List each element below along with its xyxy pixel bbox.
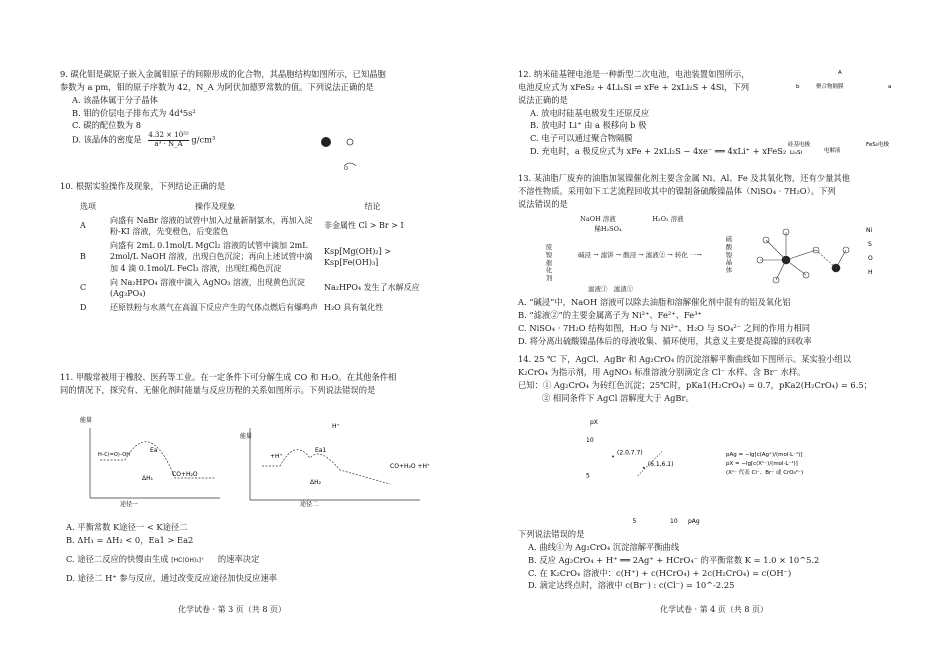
flow-steps: 碱浸 → 滤饼 → 酸浸 → 滤液② → 转化 ⋯→	[578, 251, 702, 259]
legend-entry: (Xⁿ⁻ 代表 Cl⁻、Br⁻ 或 CrO₄²⁻)	[726, 470, 804, 476]
cation-structure-icon: [HC(OH)₂]⁺	[171, 556, 205, 564]
q10-stem: 10. 根据实验操作及现象，下列结论正确的是	[60, 181, 226, 191]
ea1-label: Ea1	[315, 447, 327, 454]
q12-option-a: A. 放电时硅基电极发生还原反应	[530, 107, 650, 118]
svg-text:A: A	[838, 70, 842, 76]
table-row: D 还原铁粉与水蒸气在高温下反应产生的气体点燃后有爆鸣声 H₂O 具有氧化性	[80, 302, 384, 312]
q12-option-b: B. 放电时 Li⁺ 由 a 极移向 b 极	[530, 120, 647, 131]
svg-text:硅基电极: 硅基电极	[788, 142, 811, 148]
page-footer-right: 化学试卷 · 第 4 页（共 8 页）	[660, 605, 768, 614]
svg-text:能量: 能量	[240, 433, 253, 440]
flow-reagent-h2so4: 稀H₂SO₄	[594, 225, 622, 233]
data-label: (2.0,7.7)	[617, 449, 643, 457]
x-axis-label: pAg	[688, 518, 700, 525]
svg-text:H: H	[868, 269, 873, 276]
question-12: 12. 纳米硅基锂电池是一种新型二次电池，电池装置如图所示， 电池反应式为 xFeS₂ + 4LiₓSi ⇌ xFe + 2xLi₂S + 4Si，下列 说法正确的是 A. 放电时硅基电极发生还原反应 B. 放电时 Li⁺ 由 a 极移向 b 极 C. 电子可以通过聚合物隔膜 D. 充电时，a 极反应式为 xFe + 2xLi₂S − 4xe⁻ ══ 4xLi⁺ + xFeS₂	[518, 69, 787, 157]
question-13: 13. 某油脂厂废弃的油脂加氢镍催化剂主要含金属 Ni、Al、Fe 及其氧化物，还有少量其他 不溶性物质。采用如下工艺流程回收其中的镍制备硫酸镍晶体（NiSO₄ · 7H₂O）。下列 说法错误的是	[518, 173, 850, 209]
battery-diagram	[788, 66, 898, 160]
x-tick-label: 5	[632, 518, 637, 525]
q9-option-b: B. 钼的价层电子排布式为 4d⁴5s²	[72, 107, 196, 118]
path1-label: 途径一	[120, 501, 139, 508]
table-header: 选项 操作及现象 结论	[80, 202, 381, 211]
q11-option-b: B. ΔH₁ = ΔH₂ < 0，Ea1 > Ea2	[66, 534, 194, 545]
q13-option-a: A. “碱浸”中，NaOH 溶液可以除去油脂和溶解催化剂中混有的铝及氧化铝	[518, 297, 791, 307]
q9-option-d: D. 该晶体的密度是 $\frac{\text{4.32 × 10³²}}{\text{a³ · N\_A}}$ g/cm³	[72, 131, 216, 148]
x-tick-label: 10	[670, 518, 678, 525]
q12-option-d: D. 充电时，a 极反应式为 xFe + 2xLi₂S − 4xe⁻ ══ 4xLi⁺ + xFeS₂	[530, 146, 787, 157]
y-axis-label: pX	[590, 419, 598, 426]
data-point	[612, 455, 614, 457]
svg-text:电解液: 电解液	[824, 148, 841, 154]
q14-options	[518, 528, 898, 592]
q14-option-d: D. 滴定达终点时，溶液中 c(Br⁻) : c(Cl⁻) = 10^-2.25	[528, 580, 735, 591]
q13-option-b: B. “滤液②”的主要金属离子为 Ni²⁺、Fe²⁺、Fe³⁺	[518, 309, 702, 320]
svg-text:H⁺: H⁺	[332, 423, 340, 430]
energy-diagram-path1	[80, 408, 230, 512]
flow-start: 废镍催化剂	[545, 243, 553, 283]
flow-reagent-naoh: NaOH 溶液	[580, 215, 616, 223]
q12-option-c: C. 电子可以通过聚合物隔膜	[530, 133, 633, 144]
flow-byproducts: 滤液① 滤渣①	[588, 285, 634, 293]
q14-option-b: B. 反应 Ag₂CrO₄ + H⁺ ══ 2Ag⁺ + HCrO₄⁻ 的平衡常数 K = 1.0 × 10^5.2	[528, 554, 820, 565]
energy-axis-label: 能量	[80, 417, 93, 424]
mo-atom-icon	[321, 137, 331, 147]
q10-table	[78, 200, 423, 314]
y-tick-label: 10	[586, 437, 594, 445]
c-atom-icon	[347, 139, 353, 145]
solubility-chart	[578, 416, 828, 530]
page-footer-left: 化学试卷 · 第 3 页（共 8 页）	[178, 605, 286, 614]
svg-text:a: a	[888, 84, 892, 90]
data-label: (6.1,6.1)	[647, 460, 674, 468]
q11-option-d: D. 途径二 H⁺ 参与反应，通过改变反应途径加快反应速率	[66, 572, 278, 583]
dh1-label: ΔH₁	[142, 475, 154, 482]
dh2-label: ΔH₂	[310, 479, 322, 486]
flow-end: 硫酸镍晶体	[725, 235, 733, 275]
svg-text:LiₓSi: LiₓSi	[790, 150, 803, 156]
q11-option-a: A. 平衡常数 K途径一 < K途径二	[66, 522, 188, 532]
q9-option-a: A. 该晶体属于分子晶体	[72, 94, 158, 105]
path2-label: 途径二	[300, 501, 319, 508]
hplus-label: +H⁺	[270, 453, 283, 460]
ea-label: Ea	[150, 447, 158, 454]
q9-stem: 参数为 a pm，钼的原子序数为 42，N_A 为阿伏加德罗常数的值。下列说法正确的是	[60, 81, 374, 92]
question-14: 14. 25 ℃ 下，AgCl、AgBr 和 Ag₂CrO₄ 的沉淀溶解平衡曲线如下图所示。某实验小组以 K₂CrO₄ 为指示剂，用 AgNO₃ 标准溶液分别滴定含 Cl⁻ 水样、含 Br⁻ 水样。 已知：① Ag₂CrO₄ 为砖红色沉淀；25℃时，pKa1(H₂CrO₄) = 0.7，pKa2(H₂CrO₄) = 6.5； ② 相同条件下 AgCl 溶解度大于 AgBr。	[518, 354, 872, 403]
q13-option-c: C. NiSO₄ · 7H₂O 结构如图，H₂O 与 Ni²⁺、H₂O 与 SO₄²⁻ 之间的作用力相同	[518, 322, 811, 333]
svg-text:S: S	[868, 241, 872, 248]
svg-text:O: O	[868, 255, 873, 262]
svg-text:b: b	[796, 84, 800, 90]
nickel-sulfate-structure	[746, 220, 886, 304]
crystal-legend	[318, 134, 398, 188]
q14-ask: 下列说法错误的是	[518, 529, 585, 539]
product-h-label: CO+H₂O +H⁺	[390, 463, 430, 470]
q11-options	[66, 521, 426, 584]
y-tick-label: 5	[586, 472, 590, 480]
q13-options	[518, 296, 898, 347]
product-label: CO+H₂O	[172, 471, 198, 478]
density-fraction: $\frac{\text{4.32 × 10³²}}{\text{a³ · N\_A}}$	[148, 131, 189, 148]
svg-text:聚合物隔膜: 聚合物隔膜	[816, 84, 844, 90]
cell-sketch-icon	[344, 163, 356, 166]
svg-text:H–C(=O)–OH: H–C(=O)–OH	[98, 452, 130, 458]
table-row: B 向盛有 2mL 0.1mol/L MgCl₂ 溶液的试管中滴加 2mL 2mol/L NaOH 溶液，出现白色沉淀；再向上述试管中滴加 4 滴 0.1mol/L FeCl₃ 溶液，出现红褐色沉淀 Ksp[Mg(OH)₂] > Ksp[Fe(OH)₃]	[80, 240, 391, 273]
q13-option-d: D. 将分离出硫酸镍晶体后的母液收集、循环使用，其意义主要是提高镍的回收率	[518, 335, 812, 346]
q14-option-c: C. 在 K₂CrO₄ 溶液中：c(H⁺) + c(HCrO₄) + 2c(H₂CrO₄) = c(OH⁻)	[528, 567, 792, 578]
energy-diagram-path2	[240, 408, 430, 512]
flow-reagent-h2o2: H₂O₂ 溶液	[652, 215, 684, 223]
q9-option-c: C. 碳的配位数为 8	[72, 120, 142, 131]
table-row: C 向 Na₂HPO₄ 溶液中滴入 AgNO₃ 溶液，出现黄色沉淀(Ag₃PO₄) Na₂HPO₄ 发生了水解反应	[80, 277, 420, 299]
svg-text:FeS₂电极: FeS₂电极	[866, 142, 889, 148]
q9-stem: 9. 碳化钼是碳原子嵌入金属钼原子的间隙形成的化合物，其晶胞结构如图所示，已知晶胞	[60, 69, 386, 79]
legend-entry: pAg = −lg[c(Ag⁺)/(mol·L⁻¹)]	[726, 452, 803, 458]
legend-entry: pX = −lg[c(Xⁿ⁻)/(mol·L⁻¹)]	[726, 461, 798, 467]
data-point	[643, 467, 645, 469]
q14-option-a: A. 曲线①为 Ag₂CrO₄ 沉淀溶解平衡曲线	[528, 541, 680, 552]
question-10	[60, 180, 225, 193]
svg-text:Ni: Ni	[866, 227, 873, 234]
table-row: A 向盛有 NaBr 溶液的试管中加入过量新制氯水，再加入淀粉-KI 溶液，先变橙色，后变蓝色 非金属性 Cl > Br > I	[80, 215, 404, 237]
q11-option-c: C. 途径二反应的快慢由生成 [HC(OH)₂]⁺ 的速率决定	[66, 553, 260, 564]
question-11: 11. 甲酸常被用于橡胶、医药等工业。在一定条件下可分解生成 CO 和 H₂O。在其他条件相 同的情况下，探究有、无催化剂时能量与反应历程的关系如图所示。下列说法错误的是	[60, 372, 397, 395]
